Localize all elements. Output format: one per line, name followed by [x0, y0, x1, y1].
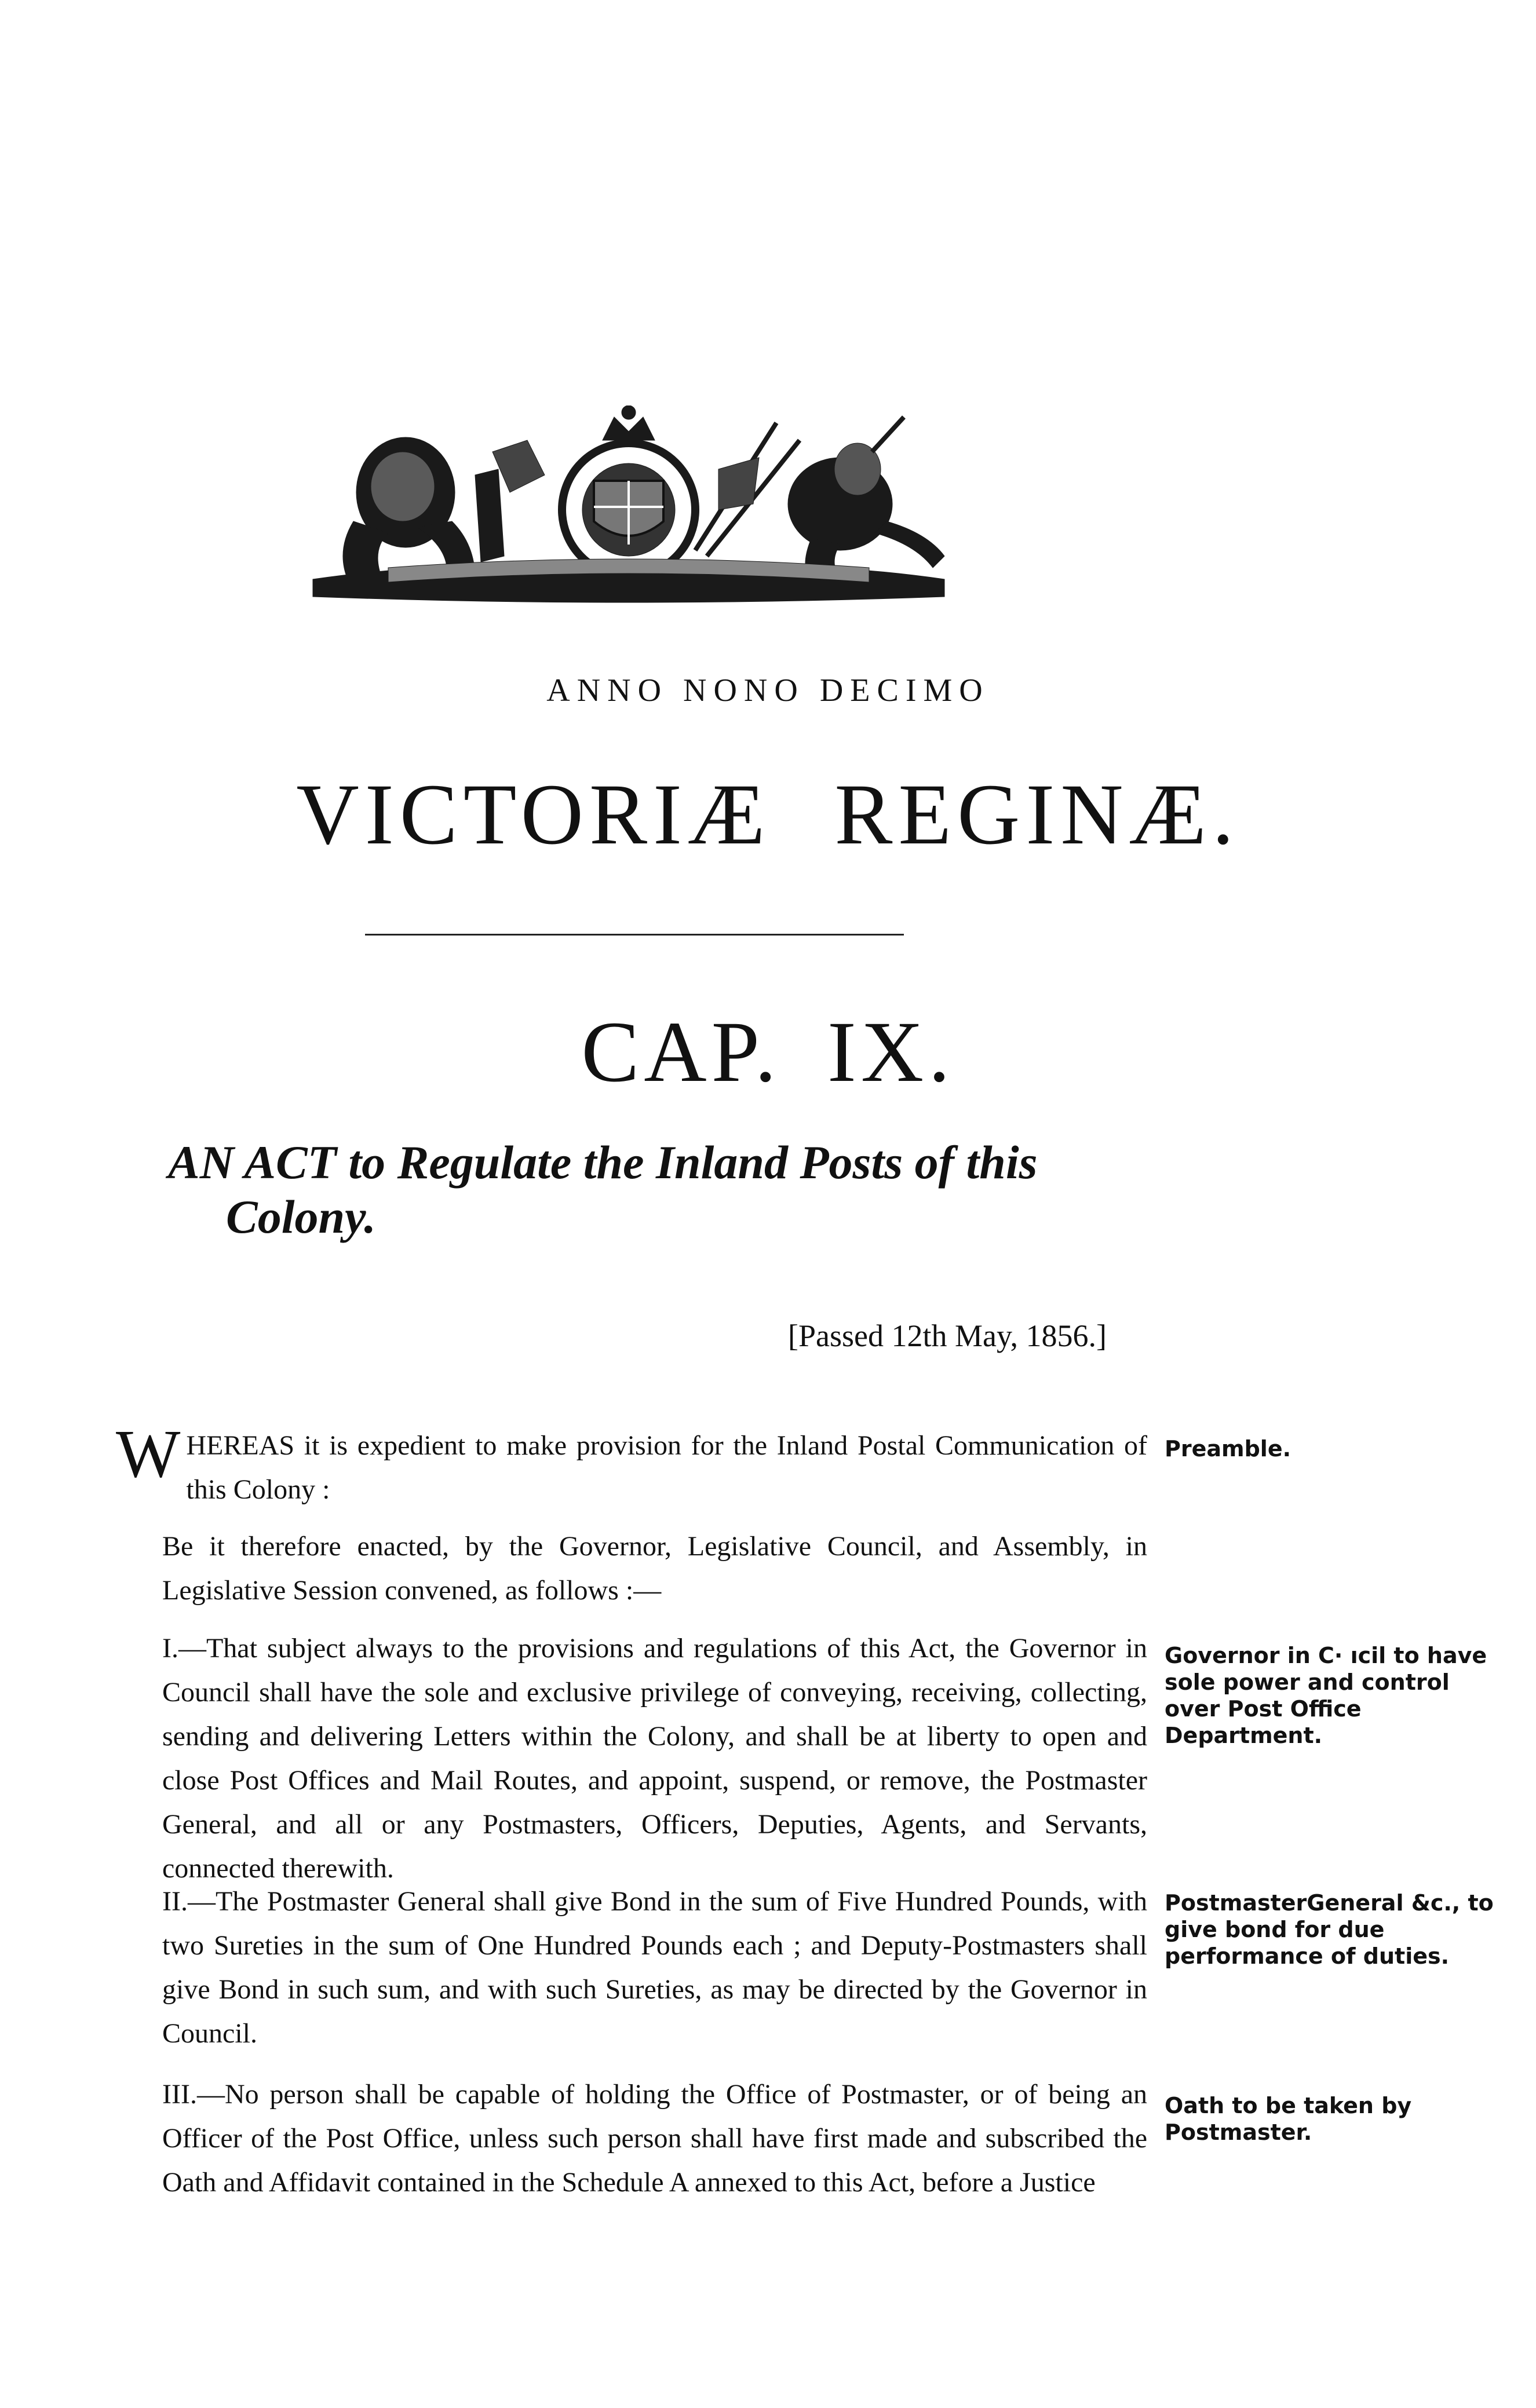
- chapter-cap-label: CAP.: [581, 1004, 781, 1100]
- section-1-paragraph: [116, 1627, 1147, 1891]
- marginal-note-section-1: Governor in C· ıcil to have sole power and control over Post Office Department.: [1165, 1643, 1487, 1748]
- act-title-line-2: Colony.: [226, 1190, 376, 1244]
- section-1-text: I.—That subject always to the provisions and regulations of this Act, the Governor in Council shall have the sole and exclusive privilege of conveying, receiving, collecting, sending and delivering Letters within the Colony, and shall be at liberty to open and close Post Offices and Mail Routes, and appoint, suspend, or remove, the Postmaster General, and all or any Postmasters, Officers, Deputies, Agents, and Servants, connected therewith.: [162, 1633, 1147, 1884]
- title-divider-rule: [365, 934, 904, 936]
- drop-cap-letter: W: [116, 1416, 181, 1492]
- regnal-year-heading: ANNO NONO DECIMO: [546, 673, 990, 708]
- section-2-paragraph: [116, 1880, 1147, 2056]
- act-title: [168, 1135, 1211, 1245]
- marginal-note-section-3: Oath to be taken by Postmaster.: [1165, 2093, 1412, 2145]
- marginal-note-section-2: PostmasterGeneral &c., to give bond for due performance of duties.: [1165, 1890, 1494, 1969]
- enacting-clause-paragraph: [116, 1525, 1147, 1613]
- royal-coat-of-arms-image: [301, 405, 956, 614]
- regnal-title: [0, 765, 1536, 864]
- preamble-text: HEREAS it is expedient to make provision for the Inland Postal Communication of this Colony :: [186, 1430, 1147, 1505]
- preamble-paragraph: [116, 1416, 1147, 1512]
- act-title-line-1: AN ACT to Regulate the Inland Posts of this: [168, 1136, 1038, 1189]
- section-3-text: III.—No person shall be capable of holding the Office of Postmaster, or of being an Officer of the Post Office, unless such person shall have first made and subscribed the Oath and Affidavit contained in the Schedule A annexed to this Act, before a Justice: [162, 2079, 1147, 2198]
- enacting-clause-text: Be it therefore enacted, by the Governor, Legislative Council, and Assembly, in Legislative Session convened, as follows :—: [162, 1531, 1147, 1606]
- passed-date: [Passed 12th May, 1856.]: [788, 1318, 1107, 1353]
- chapter-heading: [0, 1002, 1536, 1102]
- marginal-note-preamble: Preamble.: [1165, 1436, 1291, 1461]
- regnal-title-reginae: REGINÆ.: [834, 766, 1240, 863]
- chapter-number: IX.: [827, 1004, 955, 1100]
- section-3-paragraph: [116, 2073, 1147, 2205]
- section-2-text: II.—The Postmaster General shall give Bond in the sum of Five Hundred Pounds, with two Sureties in the sum of One Hundred Pounds each ; and Deputy-Postmasters shall give Bond in such sum, and with such Sureties, as may be directed by the Governor in Council.: [162, 1886, 1147, 2049]
- regnal-title-victoriae: VICTORIÆ: [296, 766, 771, 863]
